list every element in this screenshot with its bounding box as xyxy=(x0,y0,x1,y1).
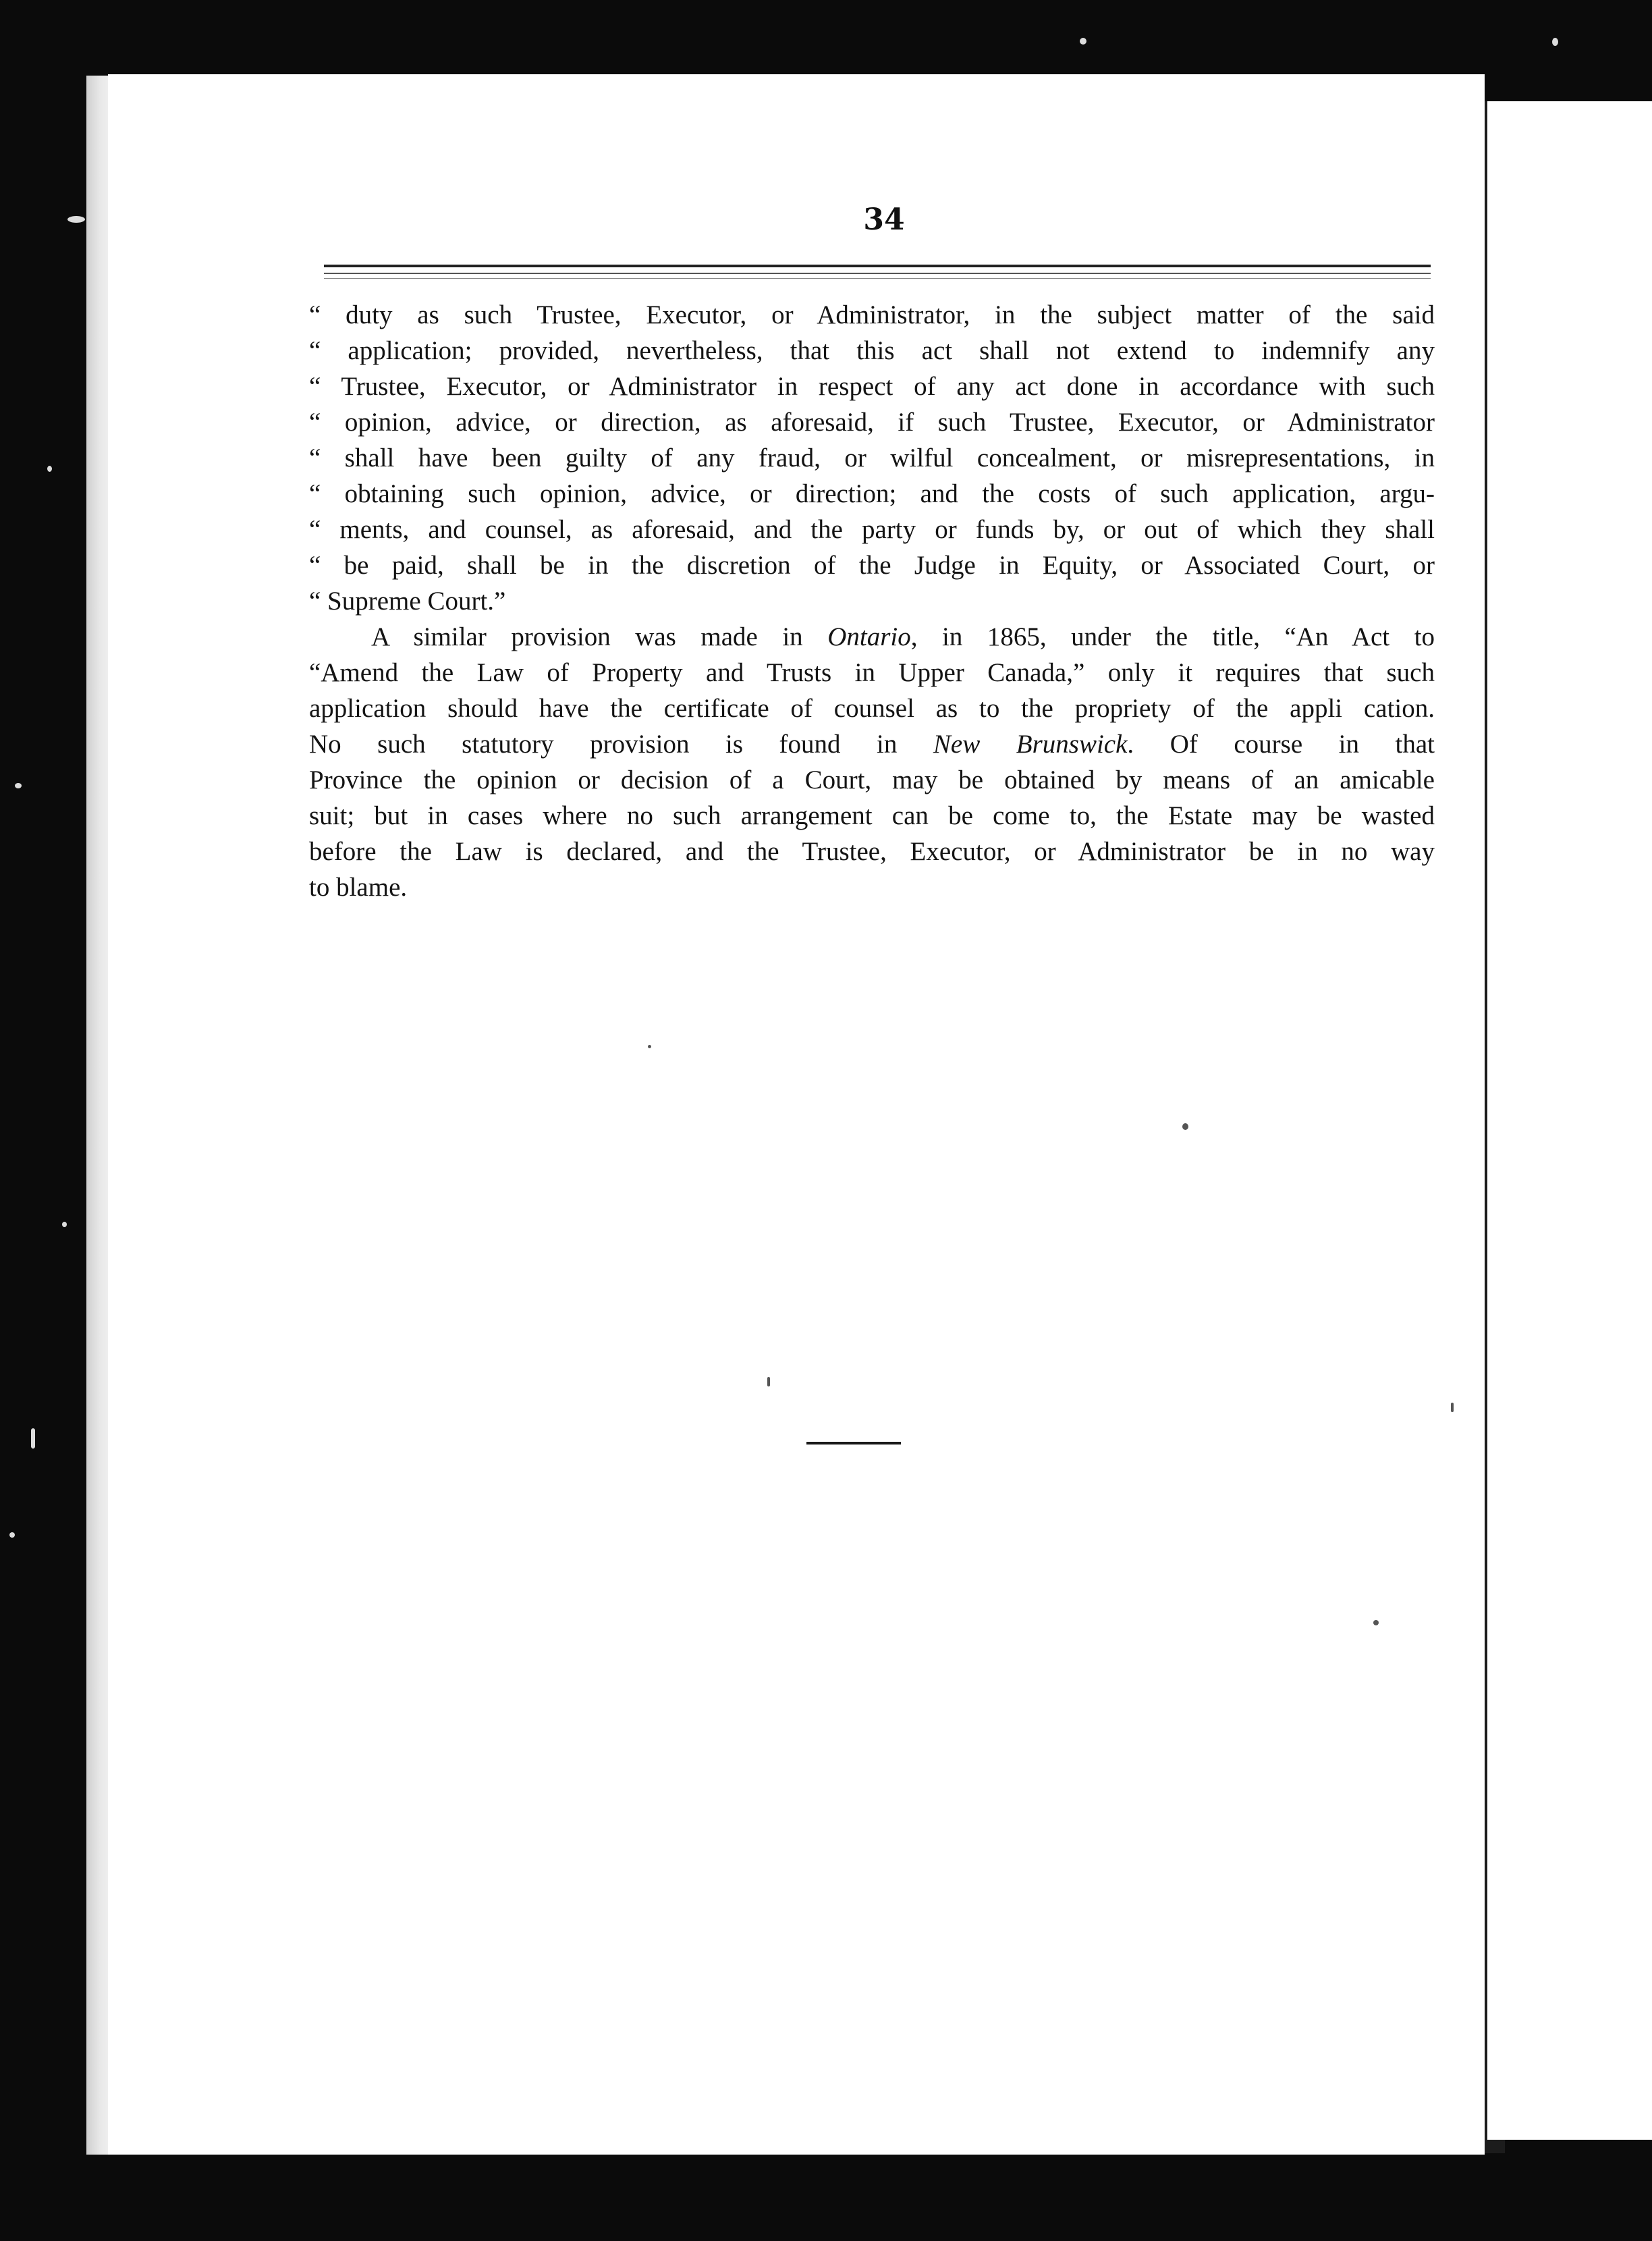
scan-speck xyxy=(62,1222,67,1227)
scan-speck xyxy=(1373,1620,1379,1625)
text-line xyxy=(309,619,1435,655)
text-line: “ be paid, shall be in the discretion of the Judge in Equity, or Associated Court, or xyxy=(309,551,1435,580)
scan-speck xyxy=(1451,1403,1454,1412)
text-run: A similar provision was made in xyxy=(371,622,828,651)
text-line: “ obtaining such opinion, advice, or direction; and the costs of such application, argu- xyxy=(309,479,1435,508)
text-line: “ Trustee, Executor, or Administrator in respect of any act done in accordance with such xyxy=(309,372,1435,401)
header-rule-thin xyxy=(324,278,1431,279)
text-line: “ ments, and counsel, as aforesaid, and the party or funds by, or out of which they shall xyxy=(309,515,1435,544)
text-line: to blame. xyxy=(309,873,408,902)
scan-speck xyxy=(15,783,22,788)
scan-speck xyxy=(31,1428,35,1449)
text-run: No such statutory provision is found in xyxy=(309,730,933,759)
page-number: 34 xyxy=(863,202,905,237)
text-line: Province the opinion or decision of a Court, may be obtained by means of an amicable xyxy=(309,765,1435,794)
text-line: “ Supreme Court.” xyxy=(309,587,506,616)
scan-speck xyxy=(47,466,52,472)
text-line: “ application; provided, nevertheless, that this act shall not extend to indemnify any xyxy=(309,336,1435,365)
scan-speck xyxy=(9,1532,15,1538)
scan-speck xyxy=(1182,1123,1188,1130)
header-rule xyxy=(324,265,1431,267)
scan-speck xyxy=(767,1377,770,1386)
text-line: application should have the certificate of counsel as to the propriety of the appli cation. xyxy=(309,694,1435,723)
end-rule xyxy=(806,1442,901,1444)
text-run: , in 1865, under the title, “An Act to xyxy=(910,622,1435,651)
text-run: . Of course in that xyxy=(1127,730,1435,759)
scan-speck xyxy=(1552,38,1558,46)
header-rule-double xyxy=(324,273,1431,274)
scan-speck xyxy=(1080,38,1086,45)
text-line: suit; but in cases where no such arrangement can be come to, the Estate may be wasted xyxy=(309,801,1435,830)
place-name-new-brunswick: New Brunswick xyxy=(933,730,1128,759)
scan-speck xyxy=(648,1045,651,1048)
text-line: before the Law is declared, and the Trustee, Executor, or Administrator be in no way xyxy=(309,837,1435,866)
text-line: “Amend the Law of Property and Trusts in Upper Canada,” only it requires that such xyxy=(309,658,1435,687)
facing-page-edge xyxy=(1487,101,1652,2140)
scan-speck xyxy=(67,216,85,223)
place-name-ontario: Ontario xyxy=(827,622,911,651)
text-line: “ opinion, advice, or direction, as aforesaid, if such Trustee, Executor, or Administrator xyxy=(309,408,1435,437)
text-line: “ duty as such Trustee, Executor, or Administrator, in the subject matter of the said xyxy=(309,300,1435,329)
text-line: “ shall have been guilty of any fraud, or wilful concealment, or misrepresentations, in xyxy=(309,443,1435,473)
body-text xyxy=(309,297,1435,905)
text-line xyxy=(309,726,1435,762)
